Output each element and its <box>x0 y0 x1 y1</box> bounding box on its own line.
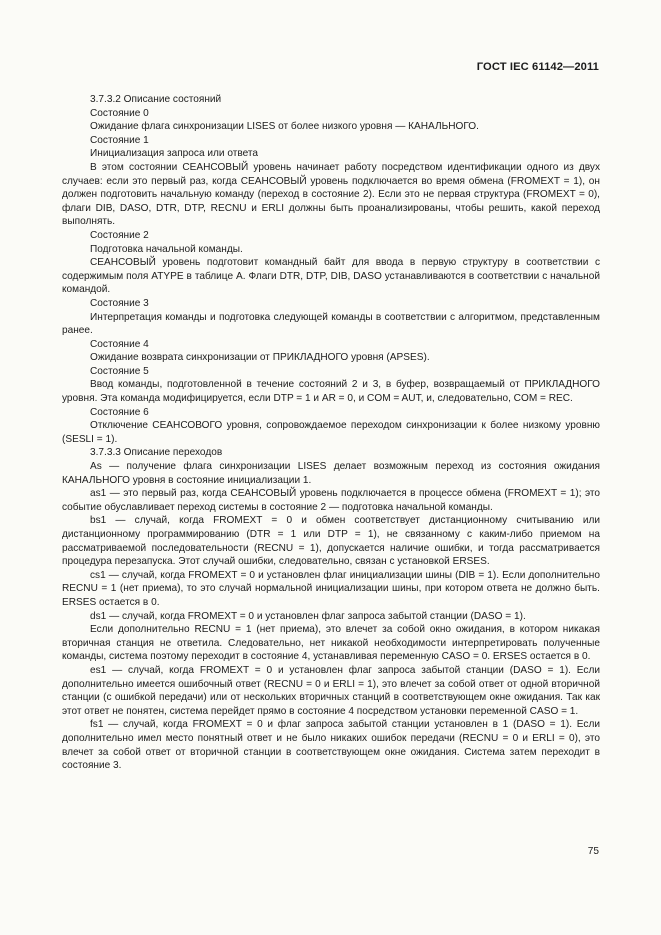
paragraph: Если дополнительно RECNU = 1 (нет приема), это влечет за собой окно ожидания, в котором никакая вторичная станция не ответила. Следовательно, нет никакой необходимости интерпретировать полученные команды, система поэтому переходит в состояние 4, устанавливая переменную CASO = 0. ERSES остается в 0. <box>62 624 600 663</box>
paragraph: Интерпретация команды и подготовка следующей команды в соответствии с алгоритмом, представленным ранее. <box>62 311 600 337</box>
paragraph: Состояние 4 <box>90 338 149 350</box>
paragraph: Отключение СЕАНСОВОГО уровня, сопровождаемое переходом синхронизации к более низкому уровню (SESLI = 1). <box>62 420 600 445</box>
paragraph: Состояние 5 <box>90 365 149 377</box>
paragraph: Ввод команды, подготовленной в течение состояний 2 и 3, в буфер, возвращаемый от ПРИКЛАДНОГО уровня. Эта команда модифицируется, если DTP = 1 и AR = 0, и COM = AUT, и, следовательно, COM = REC. <box>62 379 600 405</box>
paragraph: Состояние 2 <box>90 229 149 241</box>
document-header: ГОСТ IEC 61142—2011 <box>476 61 599 73</box>
paragraph: 3.7.3.2 Описание состояний <box>90 94 222 105</box>
paragraph: Состояние 6 <box>90 406 149 418</box>
paragraph: Подготовка начальной команды. <box>90 243 243 255</box>
paragraph: ds1 — случай, когда FROMEXT = 0 и установлен флаг запроса забытой станции (DASO = 1). <box>90 610 526 622</box>
paragraph: Состояние 0 <box>90 107 149 119</box>
paragraph: cs1 — случай, когда FROMEXT = 0 и установлен флаг инициализации шины (DIB = 1). Если дополнительно RECNU = 1 (нет приема), то это случай нормальной инициализации шины, при котором ответа не должно быть. ERSES остается в 0. <box>62 569 600 608</box>
paragraph: Ожидание возврата синхронизации от ПРИКЛАДНОГО уровня (APSES). <box>90 352 430 364</box>
document-body <box>62 93 600 773</box>
paragraph: Состояние 3 <box>90 297 149 309</box>
paragraph: bs1 — случай, когда FROMEXT = 0 и обмен соответствует дистанционному считыванию или дистанционному программированию (DTR = 1 или DTP = 1), не связанному с каким-либо приемом на рассматриваемой последовательности (RECNU = 1), допускается наличие ошибки, и тогда рассматривается процедура перезапуска. Этот случай ошибки, следовательно, связан с установкой ERSES. <box>62 515 600 568</box>
paragraph: Инициализация запроса или ответа <box>90 148 258 160</box>
paragraph: fs1 — случай, когда FROMEXT = 0 и флаг запроса забытой станции установлен в 1 (DASO = 1). Если дополнительно имел место понятный ответ и не было никаких ошибок передачи (RECNU = 0 и ERLI = 0), это влечет за собой ответ от вторичной станции в соответствующем окне ожидания. Система затем переходит в состояние 3. <box>62 719 600 772</box>
paragraph: Состояние 1 <box>90 134 149 146</box>
paragraph: 3.7.3.3 Описание переходов <box>90 447 223 459</box>
paragraph: As — получение флага синхронизации LISES делает возможным переход из состояния ожидания КАНАЛЬНОГО уровня в состояние инициализации 1. <box>62 461 600 486</box>
page-number: 75 <box>587 846 599 857</box>
paragraph: es1 — случай, когда FROMEXT = 0 и установлен флаг запроса забытой станции (DASO = 1). Если дополнительно имеется ошибочный ответ (RECNU = 0 и ERLI = 1), это влечет за собой ответ от одной вторичной станции (с ошибкой передачи) или от нескольких вторичных станций в соответствующем окне ожидания. Так как этот ответ не понятен, система перейдет прямо в состояние 4 посредством установки переменной CASO = 1. <box>62 664 600 717</box>
paragraph: as1 — это первый раз, когда СЕАНСОВЫЙ уровень подключается в процессе обмена (FROMEXT = 1); это событие обуславливает переход системы в состояние 2 — подготовка начальной команды. <box>62 488 600 513</box>
paragraph: В этом состоянии СЕАНСОВЫЙ уровень начинает работу посредством идентификации одного из двух случаев: если это первый раз, когда СЕАНСОВЫЙ уровень подключается во время обмена (FROMEXT = 1), он должен подготовить начальную команду (переход в состояние 2). Если это не первая структура (FROMEXT = 0), флаги DIB, DASO, DTR, DTP, RECNU и ERLI должны быть проанализированы, чтобы решить, какой переход выполнять. <box>62 161 600 228</box>
paragraph: СЕАНСОВЫЙ уровень подготовит командный байт для ввода в первую структуру в соответствии с содержимым поля ATYPE в таблице А. Флаги DTR, DTP, DIB, DASO устанавливаются в соответствии с начальной командой. <box>62 257 600 296</box>
paragraph: Ожидание флага синхронизации LISES от более низкого уровня — КАНАЛЬНОГО. <box>90 121 479 133</box>
